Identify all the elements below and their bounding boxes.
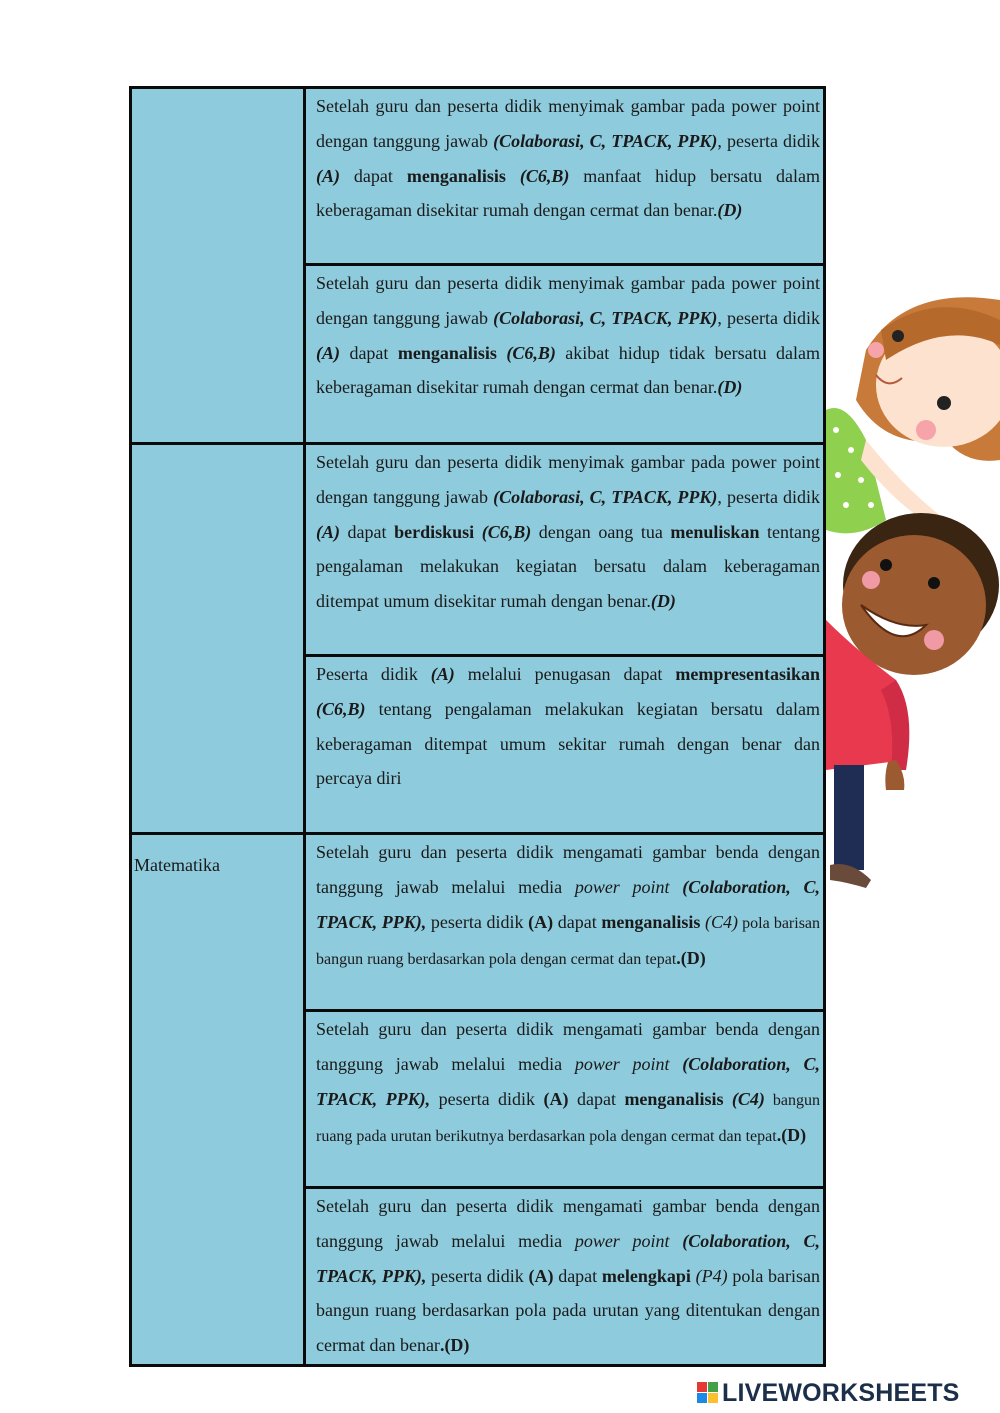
cell-text: dapat [340,342,398,363]
cell-text: berdiskusi [394,521,475,542]
cell-text: (C6,B) [474,521,532,542]
cell-text: Setelah guru dan peserta didik menyimak gambar pada power point dengan tanggung jawab [316,452,820,507]
cell-text: akibat hidup tidak bersatu dalam keberagaman disekitar rumah dengan cermat dan benar. [316,342,821,398]
objective-cell [316,445,820,619]
brand-icon [697,1382,719,1404]
cell-text: dengan oang tua [531,521,671,542]
objective-cell [316,835,820,978]
cell-text: (A) [543,1088,569,1109]
cell-text: Setelah guru dan peserta didik menyimak gambar pada power point dengan tanggung jawab [316,96,820,151]
cell-text: menganalisis [601,911,701,932]
cell-text: .(D) [439,1335,470,1356]
cell-text: (A) [316,165,340,186]
cell-text: (C4) [723,1088,765,1109]
cell-text: power point [574,1230,670,1251]
cell-text: (A) [316,342,340,363]
brand-name: LIVEWORKSHEETS [722,1378,960,1407]
cell-text: (C6,B) [505,165,570,186]
cell-text: power point [574,1053,670,1074]
cell-text: menuliskan [670,521,760,542]
subject-label: Matematika [134,855,220,875]
cell-text: (D) [717,377,743,398]
cell-text: (C4) [700,911,739,932]
subject-column [132,89,306,1364]
cell-text: Peserta didik [316,664,431,684]
cell-text: dapat [340,165,407,186]
cell-text: (Colaborasi, C, TPACK, PPK) [493,307,718,328]
cell-text: bangun ruang pada urutan berikutnya berdasarkan pola dengan cermat dan tepat [316,1091,821,1146]
cell-text: Setelah guru dan peserta didik mengamati gambar benda dengan tanggung jawab melalui media [316,1196,820,1251]
cell-text: Setelah guru dan peserta didik mengamati gambar benda dengan tanggung jawab melalui media [316,1019,820,1074]
cell-text: pola barisan bangun ruang berdasarkan pola dengan cermat dan tepat [316,914,821,969]
objective-cell [316,1189,820,1363]
cell-text: (C6,B) [316,698,366,719]
cell-text: (D) [650,591,676,612]
cell-text: , peserta didik [717,486,820,507]
cell-text: (A) [528,911,554,932]
cell-text: .(D) [676,948,706,969]
objective-cell [316,1012,820,1155]
cell-text: manfaat hidup bersatu dalam keberagaman disekitar rumah dengan cermat dan benar. [316,165,820,221]
cell-text: , peserta didik [717,307,820,328]
cell-text: Setelah guru dan peserta didik mengamati gambar benda dengan tanggung jawab melalui media [316,842,820,897]
cell-text: (Colaboration, C, TPACK, PPK), [316,1053,820,1109]
cell-text: .(D) [776,1125,807,1146]
cell-text: Setelah guru dan peserta didik menyimak gambar pada power point dengan tanggung jawab [316,273,820,328]
objective-cell [316,657,820,796]
cell-text: peserta didik [426,1265,529,1286]
cell-text: (C6,B) [496,342,556,363]
cell-text: menganalisis [406,165,506,186]
cell-text: (A) [528,1265,554,1286]
cell-text: menganalisis [397,342,497,363]
cell-text: pola barisan bangun ruang berdasarkan pola pada urutan yang ditentukan dengan cermat dan benar [316,1265,820,1356]
cell-text: peserta didik [430,1088,544,1109]
cell-text: (Colaboration, C, TPACK, PPK), [316,876,820,932]
cell-text: tentang pengalaman melakukan kegiatan bersatu dalam keberagaman ditempat umum sekitar rumah dengan benar dan percaya diri [316,698,820,789]
cell-text: tentang pengalaman melakukan kegiatan bersatu dalam keberagaman ditempat umum disekitar rumah dengan benar. [316,521,821,612]
cell-text: (D) [717,200,743,221]
objective-cell [316,266,820,405]
brand-logo[interactable] [697,1378,960,1408]
cell-text: (A) [430,664,455,684]
boy-face [842,535,986,675]
cell-text: dapat [553,911,602,932]
cell-text: power point [574,876,670,897]
cell-text: (Colaboration, C, TPACK, PPK), [316,1230,820,1286]
cell-text: mempresentasikan [675,664,821,684]
cell-text: dapat [568,1088,625,1109]
objectives-table [129,86,826,1367]
cell-text: (A) [316,521,340,542]
cell-text: dapat [340,521,395,542]
cell-text: melalui penugasan dapat [454,664,676,684]
cell-text: (Colaborasi, C, TPACK, PPK) [493,130,718,151]
objective-cell [316,89,820,228]
cell-text: (Colaborasi, C, TPACK, PPK) [493,486,718,507]
cell-text: , peserta didik [717,130,820,151]
cell-text: (P4) [690,1265,728,1286]
cell-text: melengkapi [601,1265,691,1286]
cell-text: menganalisis [624,1088,724,1109]
cell-text: dapat [553,1265,602,1286]
kids-illustration [826,290,1000,900]
cell-text: peserta didik [426,911,529,932]
